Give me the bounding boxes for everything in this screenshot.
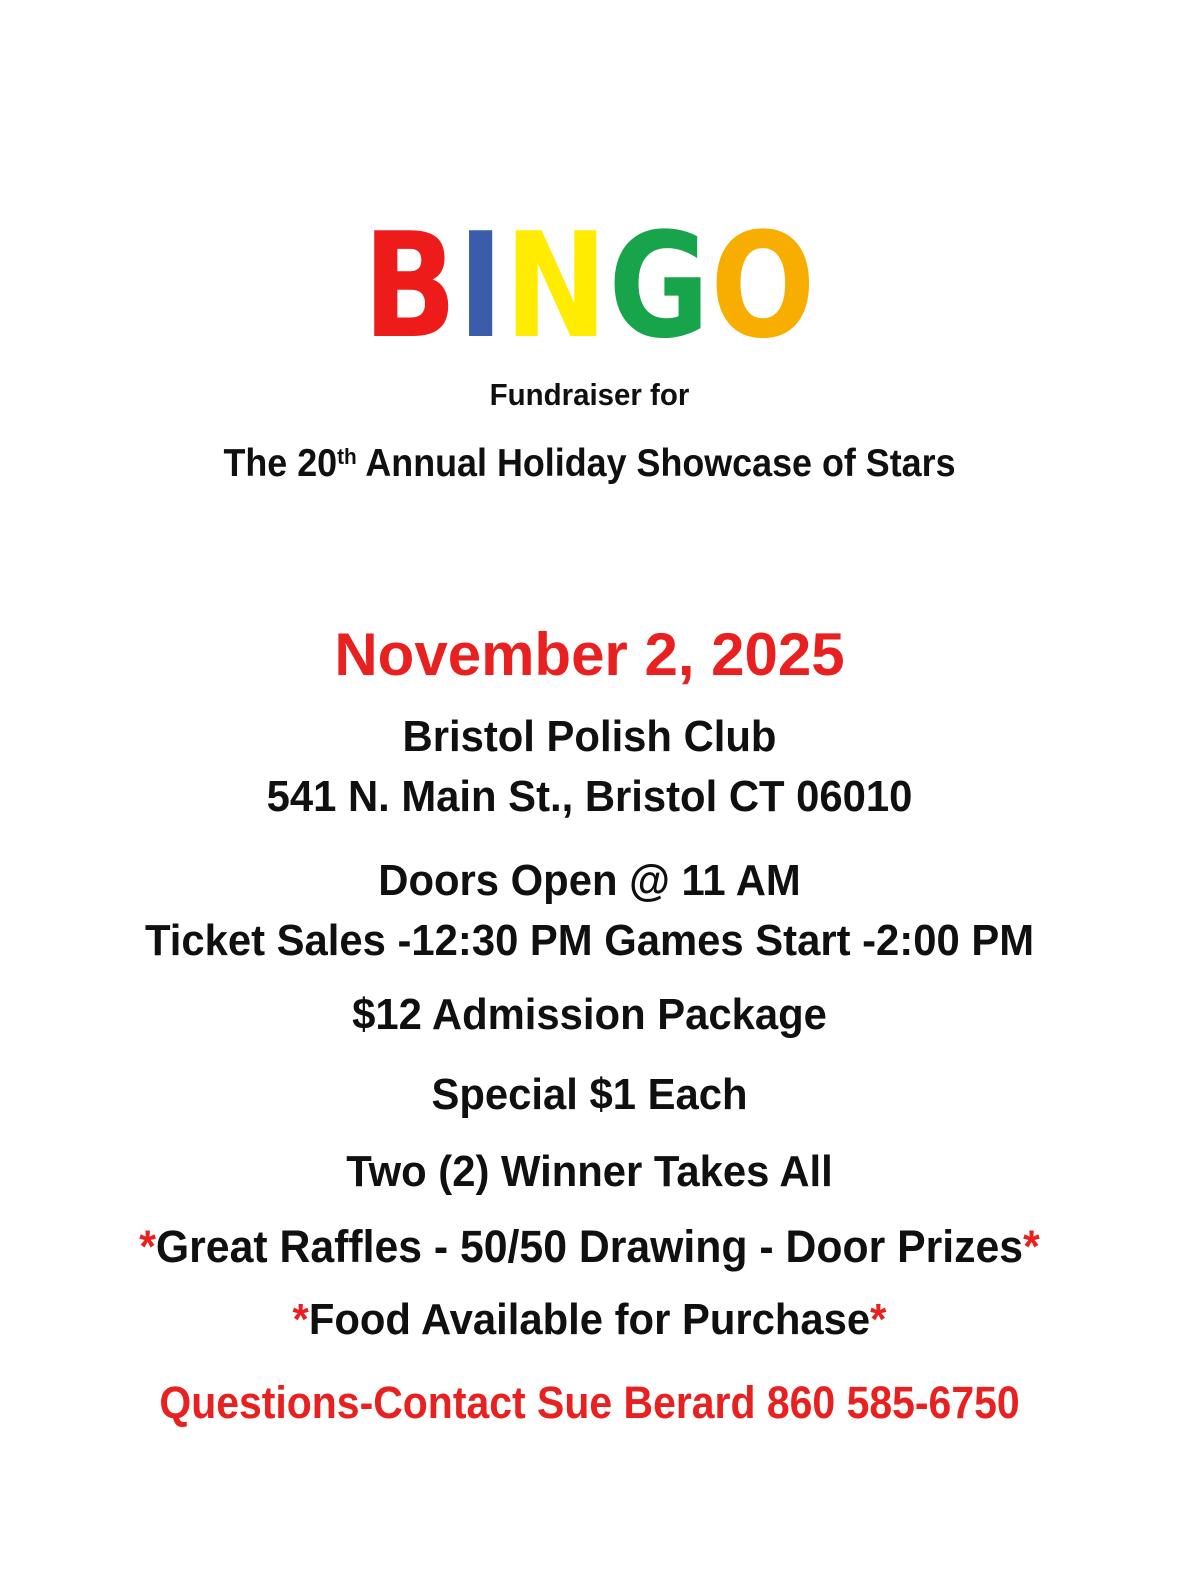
event-title-suffix: Annual Holiday Showcase of Stars bbox=[356, 442, 956, 485]
asterisk-right: * bbox=[1023, 1221, 1040, 1272]
logo-letter-o: O bbox=[710, 202, 817, 371]
bingo-logo bbox=[88, 202, 1090, 371]
food-line bbox=[29, 1295, 1149, 1346]
ticket-and-games-schedule: Ticket Sales -12:30 PM Games Start -2:00 PM bbox=[144, 916, 1035, 965]
venue-address: 541 N. Main St., Bristol CT 06010 bbox=[266, 772, 913, 821]
food-text: Food Available for Purchase bbox=[308, 1295, 871, 1344]
logo-letter-g: G bbox=[608, 202, 711, 371]
event-title bbox=[47, 442, 1132, 487]
event-title-ordinal: th bbox=[337, 443, 357, 469]
raffles-text: Great Raffles - 50/50 Drawing - Door Prizes bbox=[155, 1221, 1024, 1272]
venue-name: Bristol Polish Club bbox=[402, 712, 777, 761]
raffles-line bbox=[29, 1221, 1149, 1273]
asterisk-left: * bbox=[292, 1295, 309, 1344]
logo-letter-i: I bbox=[457, 202, 505, 371]
winner-takes-all-note: Two (2) Winner Takes All bbox=[346, 1147, 833, 1196]
logo-letter-n: N bbox=[504, 202, 609, 371]
event-title-prefix: The 20 bbox=[223, 442, 338, 485]
asterisk-left: * bbox=[139, 1221, 156, 1272]
fundraiser-label: Fundraiser for bbox=[489, 377, 690, 412]
contact-info: Questions-Contact Sue Berard 860 585-6750 bbox=[159, 1377, 1020, 1428]
special-price: Special $1 Each bbox=[431, 1070, 748, 1119]
asterisk-right: * bbox=[870, 1295, 887, 1344]
logo-letter-b: B bbox=[362, 202, 458, 371]
event-date: November 2, 2025 bbox=[334, 621, 845, 688]
admission-price: $12 Admission Package bbox=[352, 990, 827, 1039]
doors-open-time: Doors Open @ 11 AM bbox=[378, 856, 801, 905]
